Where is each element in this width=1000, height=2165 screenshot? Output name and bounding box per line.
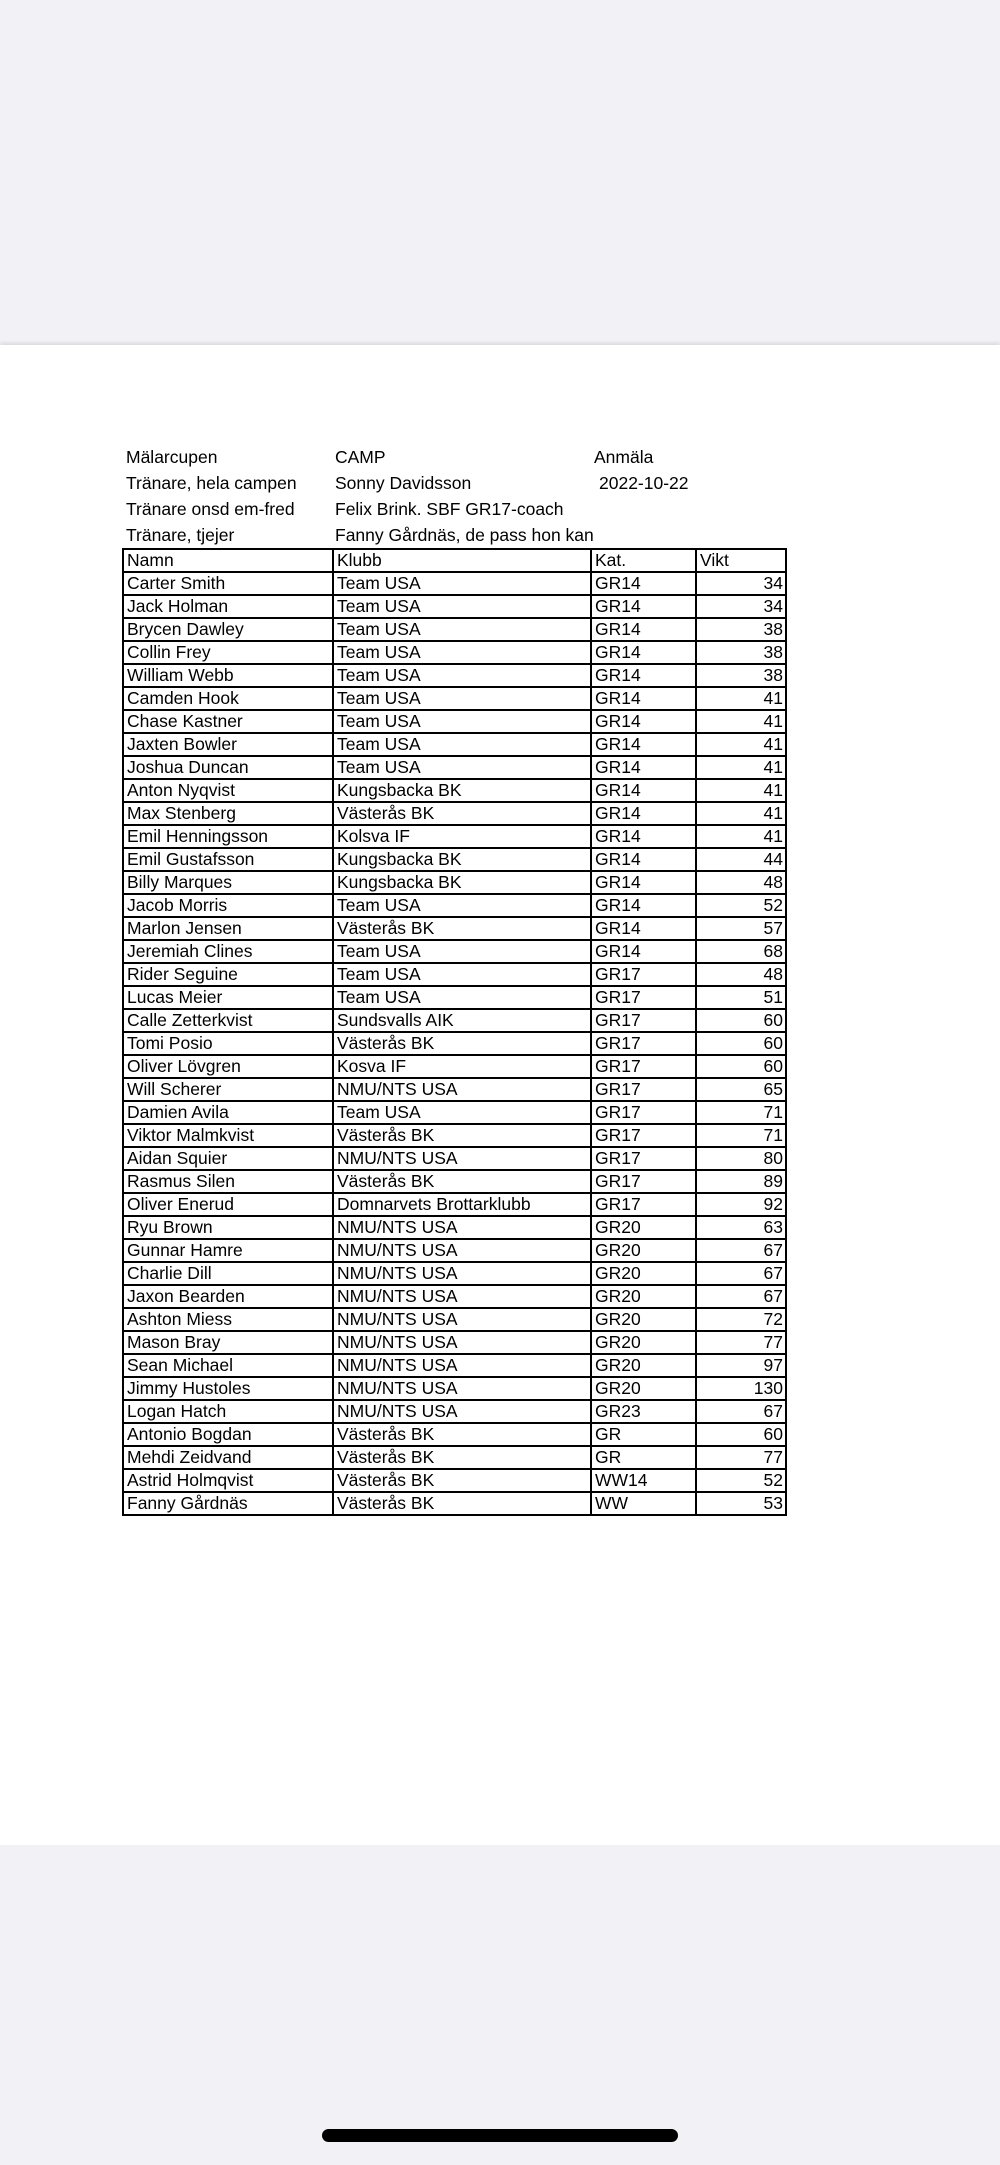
header-row-2 (0, 470, 1000, 496)
table-row (123, 1377, 786, 1400)
cell-name: Antonio Bogdan (123, 1423, 333, 1446)
cell-name: Mason Bray (123, 1331, 333, 1354)
cell-weight: 60 (696, 1032, 786, 1055)
cell-name: Billy Marques (123, 871, 333, 894)
cell-category: GR14 (591, 618, 696, 641)
cell-club: Västerås BK (333, 1492, 591, 1515)
table-row (123, 641, 786, 664)
cell-weight: 77 (696, 1331, 786, 1354)
cell-club: NMU/NTS USA (333, 1262, 591, 1285)
cell-category: GR14 (591, 641, 696, 664)
table-row (123, 1423, 786, 1446)
table-row (123, 595, 786, 618)
cell-club: Västerås BK (333, 1032, 591, 1055)
cell-category: GR17 (591, 986, 696, 1009)
cell-weight: 41 (696, 733, 786, 756)
cell-weight: 48 (696, 963, 786, 986)
cell-weight: 52 (696, 1469, 786, 1492)
cell-weight: 48 (696, 871, 786, 894)
cell-name: Ryu Brown (123, 1216, 333, 1239)
table-row (123, 1216, 786, 1239)
cell-weight: 38 (696, 641, 786, 664)
cell-club: Team USA (333, 595, 591, 618)
cell-name: Lucas Meier (123, 986, 333, 1009)
cell-category: GR20 (591, 1308, 696, 1331)
cell-club: NMU/NTS USA (333, 1078, 591, 1101)
cell-club: Team USA (333, 618, 591, 641)
cell-weight: 44 (696, 848, 786, 871)
table-row (123, 1239, 786, 1262)
cell-name: Calle Zetterkvist (123, 1009, 333, 1032)
table-row (123, 687, 786, 710)
cell-category: GR20 (591, 1262, 696, 1285)
cell-name: Jack Holman (123, 595, 333, 618)
cell-club: NMU/NTS USA (333, 1354, 591, 1377)
table-row (123, 1193, 786, 1216)
cell-name: Astrid Holmqvist (123, 1469, 333, 1492)
table-row (123, 1170, 786, 1193)
cell-category: GR17 (591, 1193, 696, 1216)
cell-club: NMU/NTS USA (333, 1308, 591, 1331)
cell-category: GR17 (591, 963, 696, 986)
cell-weight: 53 (696, 1492, 786, 1515)
viewer-bottom-area (0, 1845, 1000, 2165)
register-label: Anmäla (594, 447, 654, 467)
table-row (123, 1308, 786, 1331)
cell-category: GR14 (591, 756, 696, 779)
participant-table (122, 548, 787, 1516)
cell-name: Mehdi Zeidvand (123, 1446, 333, 1469)
cell-name: Jeremiah Clines (123, 940, 333, 963)
cell-club: NMU/NTS USA (333, 1216, 591, 1239)
cell-weight: 65 (696, 1078, 786, 1101)
cell-weight: 38 (696, 664, 786, 687)
cell-club: Västerås BK (333, 802, 591, 825)
table-row (123, 802, 786, 825)
cell-club: Kungsbacka BK (333, 871, 591, 894)
cell-category: GR14 (591, 733, 696, 756)
cell-weight: 130 (696, 1377, 786, 1400)
cell-club: Västerås BK (333, 1446, 591, 1469)
cell-name: Jaxon Bearden (123, 1285, 333, 1308)
table-row (123, 1101, 786, 1124)
cell-category: GR17 (591, 1101, 696, 1124)
cell-club: NMU/NTS USA (333, 1331, 591, 1354)
cell-category: GR14 (591, 595, 696, 618)
event-type: CAMP (335, 447, 386, 467)
table-row (123, 1446, 786, 1469)
column-header-category: Kat. (591, 549, 696, 572)
table-row (123, 1469, 786, 1492)
table-row (123, 986, 786, 1009)
cell-weight: 51 (696, 986, 786, 1009)
cell-weight: 67 (696, 1239, 786, 1262)
cell-weight: 72 (696, 1308, 786, 1331)
column-header-name: Namn (123, 549, 333, 572)
cell-weight: 57 (696, 917, 786, 940)
cell-weight: 63 (696, 1216, 786, 1239)
cell-name: Gunnar Hamre (123, 1239, 333, 1262)
table-row (123, 917, 786, 940)
table-row (123, 1285, 786, 1308)
cell-club: Västerås BK (333, 1423, 591, 1446)
registration-date: 2022-10-22 (599, 473, 689, 493)
cell-category: GR17 (591, 1078, 696, 1101)
cell-name: Anton Nyqvist (123, 779, 333, 802)
cell-club: Kosva IF (333, 1055, 591, 1078)
table-row (123, 825, 786, 848)
cell-club: Kungsbacka BK (333, 848, 591, 871)
table-row (123, 1009, 786, 1032)
coach-full-camp-name: Sonny Davidsson (335, 473, 472, 493)
cell-name: Rider Seguine (123, 963, 333, 986)
cell-club: Sundsvalls AIK (333, 1009, 591, 1032)
table-row (123, 1032, 786, 1055)
cell-category: GR20 (591, 1216, 696, 1239)
cell-name: William Webb (123, 664, 333, 687)
cell-name: Oliver Lövgren (123, 1055, 333, 1078)
cell-category: GR14 (591, 871, 696, 894)
cell-category: GR20 (591, 1354, 696, 1377)
cell-club: Team USA (333, 963, 591, 986)
cell-weight: 67 (696, 1285, 786, 1308)
cell-category: GR20 (591, 1377, 696, 1400)
cell-category: GR14 (591, 779, 696, 802)
cell-name: Brycen Dawley (123, 618, 333, 641)
cell-weight: 52 (696, 894, 786, 917)
column-header-weight: Vikt (696, 549, 786, 572)
cell-category: WW14 (591, 1469, 696, 1492)
cell-weight: 89 (696, 1170, 786, 1193)
header-row-3 (0, 496, 1000, 522)
header-row-4 (0, 522, 1000, 548)
column-header-club: Klubb (333, 549, 591, 572)
cell-category: GR23 (591, 1400, 696, 1423)
cell-name: Ashton Miess (123, 1308, 333, 1331)
cell-club: Team USA (333, 894, 591, 917)
table-row (123, 963, 786, 986)
cell-category: GR14 (591, 687, 696, 710)
cell-weight: 41 (696, 687, 786, 710)
cell-weight: 67 (696, 1400, 786, 1423)
cell-weight: 67 (696, 1262, 786, 1285)
table-row (123, 940, 786, 963)
table-row (123, 618, 786, 641)
event-name: Mälarcupen (126, 447, 218, 467)
cell-name: Rasmus Silen (123, 1170, 333, 1193)
table-row (123, 1147, 786, 1170)
cell-name: Charlie Dill (123, 1262, 333, 1285)
cell-club: NMU/NTS USA (333, 1400, 591, 1423)
cell-name: Jimmy Hustoles (123, 1377, 333, 1400)
cell-category: GR14 (591, 802, 696, 825)
cell-name: Oliver Enerud (123, 1193, 333, 1216)
cell-club: Team USA (333, 733, 591, 756)
cell-name: Emil Henningsson (123, 825, 333, 848)
table-row (123, 733, 786, 756)
table-row (123, 1354, 786, 1377)
cell-name: Camden Hook (123, 687, 333, 710)
table-row (123, 894, 786, 917)
cell-weight: 38 (696, 618, 786, 641)
cell-name: Will Scherer (123, 1078, 333, 1101)
cell-name: Chase Kastner (123, 710, 333, 733)
table-row (123, 848, 786, 871)
table-row (123, 1400, 786, 1423)
cell-name: Collin Frey (123, 641, 333, 664)
cell-club: Team USA (333, 710, 591, 733)
cell-weight: 71 (696, 1101, 786, 1124)
cell-name: Damien Avila (123, 1101, 333, 1124)
cell-name: Tomi Posio (123, 1032, 333, 1055)
home-indicator[interactable] (322, 2129, 678, 2142)
cell-club: Västerås BK (333, 1469, 591, 1492)
cell-weight: 60 (696, 1009, 786, 1032)
cell-category: GR (591, 1446, 696, 1469)
cell-category: GR17 (591, 1147, 696, 1170)
cell-name: Fanny Gårdnäs (123, 1492, 333, 1515)
cell-club: Team USA (333, 664, 591, 687)
cell-club: Team USA (333, 572, 591, 595)
cell-club: Team USA (333, 756, 591, 779)
cell-name: Emil Gustafsson (123, 848, 333, 871)
cell-category: WW (591, 1492, 696, 1515)
cell-club: Team USA (333, 940, 591, 963)
coach-girls-name: Fanny Gårdnäs, de pass hon kan (335, 525, 594, 545)
cell-category: GR17 (591, 1124, 696, 1147)
cell-category: GR17 (591, 1009, 696, 1032)
cell-category: GR14 (591, 664, 696, 687)
table-row (123, 710, 786, 733)
cell-club: Team USA (333, 687, 591, 710)
cell-club: Team USA (333, 641, 591, 664)
table-row (123, 1331, 786, 1354)
cell-category: GR14 (591, 894, 696, 917)
cell-category: GR20 (591, 1331, 696, 1354)
cell-category: GR14 (591, 825, 696, 848)
cell-weight: 41 (696, 802, 786, 825)
cell-category: GR17 (591, 1170, 696, 1193)
cell-name: Logan Hatch (123, 1400, 333, 1423)
cell-category: GR14 (591, 848, 696, 871)
cell-club: Västerås BK (333, 1124, 591, 1147)
table-row (123, 1124, 786, 1147)
coach-wed-fri-name: Felix Brink. SBF GR17-coach (335, 499, 564, 519)
cell-weight: 97 (696, 1354, 786, 1377)
viewer-top-area (0, 0, 1000, 345)
cell-weight: 80 (696, 1147, 786, 1170)
cell-weight: 34 (696, 595, 786, 618)
cell-category: GR20 (591, 1285, 696, 1308)
cell-club: Team USA (333, 986, 591, 1009)
cell-category: GR20 (591, 1239, 696, 1262)
table-row (123, 779, 786, 802)
cell-name: Viktor Malmkvist (123, 1124, 333, 1147)
cell-club: Västerås BK (333, 1170, 591, 1193)
cell-club: NMU/NTS USA (333, 1239, 591, 1262)
cell-club: NMU/NTS USA (333, 1377, 591, 1400)
coach-girls-label: Tränare, tjejer (126, 525, 235, 545)
coach-wed-fri-label: Tränare onsd em-fred (126, 499, 295, 519)
cell-club: NMU/NTS USA (333, 1285, 591, 1308)
cell-category: GR14 (591, 710, 696, 733)
cell-name: Aidan Squier (123, 1147, 333, 1170)
cell-category: GR14 (591, 572, 696, 595)
cell-name: Max Stenberg (123, 802, 333, 825)
cell-weight: 41 (696, 756, 786, 779)
table-row (123, 1055, 786, 1078)
cell-club: Domnarvets Brottarklubb (333, 1193, 591, 1216)
cell-weight: 60 (696, 1423, 786, 1446)
cell-category: GR17 (591, 1055, 696, 1078)
table-row (123, 664, 786, 687)
cell-weight: 71 (696, 1124, 786, 1147)
table-row (123, 756, 786, 779)
cell-name: Carter Smith (123, 572, 333, 595)
cell-weight: 41 (696, 825, 786, 848)
table-header-row (123, 549, 786, 572)
cell-club: Kolsva IF (333, 825, 591, 848)
cell-weight: 34 (696, 572, 786, 595)
coach-full-camp-label: Tränare, hela campen (126, 473, 297, 493)
cell-club: Västerås BK (333, 917, 591, 940)
table-row (123, 1262, 786, 1285)
table-row (123, 871, 786, 894)
cell-category: GR14 (591, 917, 696, 940)
cell-name: Joshua Duncan (123, 756, 333, 779)
cell-weight: 77 (696, 1446, 786, 1469)
cell-club: Team USA (333, 1101, 591, 1124)
cell-club: Kungsbacka BK (333, 779, 591, 802)
table-row (123, 572, 786, 595)
table-row (123, 1078, 786, 1101)
header-row-1 (0, 444, 1000, 470)
cell-weight: 41 (696, 710, 786, 733)
cell-name: Marlon Jensen (123, 917, 333, 940)
cell-category: GR17 (591, 1032, 696, 1055)
cell-category: GR14 (591, 940, 696, 963)
cell-name: Jaxten Bowler (123, 733, 333, 756)
cell-weight: 60 (696, 1055, 786, 1078)
cell-name: Jacob Morris (123, 894, 333, 917)
cell-club: NMU/NTS USA (333, 1147, 591, 1170)
cell-weight: 68 (696, 940, 786, 963)
cell-weight: 41 (696, 779, 786, 802)
cell-weight: 92 (696, 1193, 786, 1216)
table-row (123, 1492, 786, 1515)
cell-name: Sean Michael (123, 1354, 333, 1377)
cell-category: GR (591, 1423, 696, 1446)
